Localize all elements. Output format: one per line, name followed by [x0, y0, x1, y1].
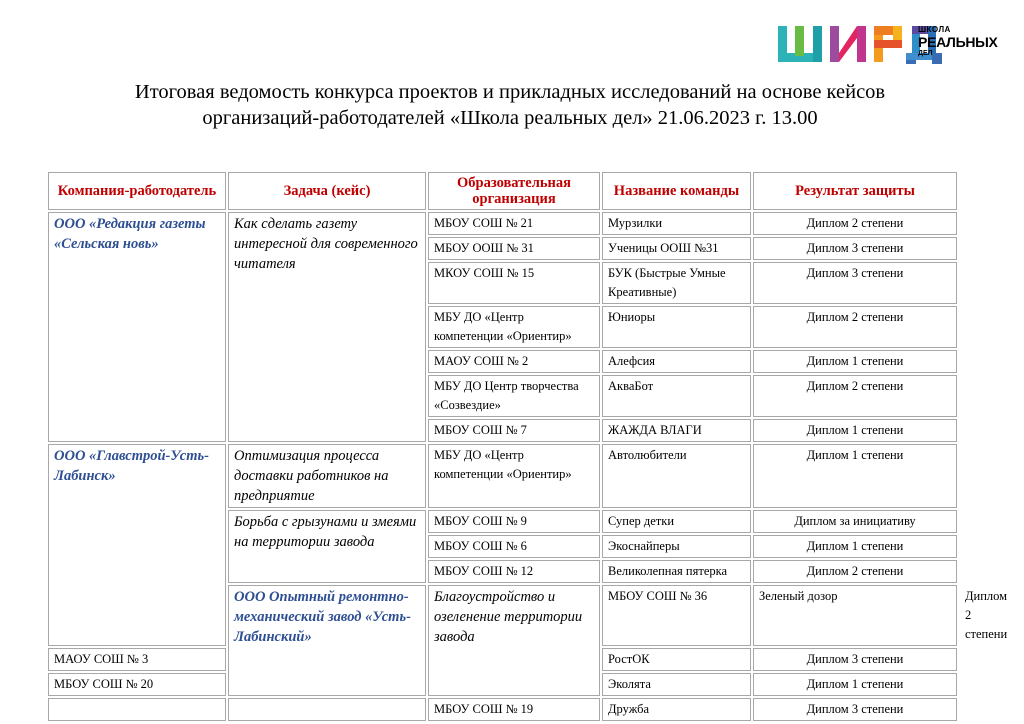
org-cell: МБОУ СОШ № 19 [428, 698, 600, 721]
task-cell: Оптимизация процесса доставки работников на предприятие [228, 444, 426, 508]
title-line-1: Итоговая ведомость конкурса проектов и прикладных исследований на основе кейсов [134, 81, 886, 103]
result-cell: Диплом 3 степени [753, 237, 957, 260]
task-cell: Борьба с грызунами и змеями на территории завода [228, 510, 426, 583]
team-cell: БУК (Быстрые Умные Креативные) [602, 262, 751, 304]
result-cell: Диплом 3 степени [753, 648, 957, 671]
logo-line-3: ДЕЛ [918, 50, 933, 57]
team-cell: Автолюбители [602, 444, 751, 508]
team-cell: АкваБот [602, 375, 751, 417]
empty-company-cell [48, 698, 226, 721]
logo-line-2: РЕАЛЬНЫХ [918, 34, 998, 50]
team-cell: Юниоры [602, 306, 751, 348]
org-cell: МБОУ СОШ № 36 [602, 585, 751, 646]
task-cell: Как сделать газету интересной для современного читателя [228, 212, 426, 442]
company-cell: ООО Опытный ремонтно-механический завод «Усть-Лабинский» [228, 585, 426, 696]
org-cell: МБУ ДО Центр творчества «Созвездие» [428, 375, 600, 417]
logo-wordmark [918, 26, 998, 57]
org-cell: МБОУ СОШ № 20 [48, 673, 226, 696]
org-cell: МКОУ СОШ № 15 [428, 262, 600, 304]
team-cell: ЖАЖДА ВЛАГИ [602, 419, 751, 442]
team-cell: Мурзилки [602, 212, 751, 235]
result-cell: Диплом 1 степени [753, 444, 957, 508]
result-cell: Диплом 2 степени [753, 212, 957, 235]
table-row [48, 698, 959, 721]
result-cell: Диплом 2 степени [753, 306, 957, 348]
table-row: ООО Опытный ремонтно-механический завод «Усть-Лабинский» Благоустройство и озеленение территории завода МБОУ СОШ № 36 Зеленый дозор Диплом 2 степени [48, 585, 959, 646]
result-cell: Диплом 1 степени [753, 419, 957, 442]
org-cell: МБУ ДО «Центр компетенции «Ориентир» [428, 444, 600, 508]
header-result: Результат защиты [753, 172, 957, 210]
logo-line-1: ШКОЛА [918, 25, 951, 34]
header-company: Компания-работодатель [48, 172, 226, 210]
org-cell: МБОУ СОШ № 7 [428, 419, 600, 442]
org-cell: МБОУ СОШ № 6 [428, 535, 600, 558]
header-team: Название команды [602, 172, 751, 210]
company-cell: ООО «Главстрой-Усть-Лабинск» [48, 444, 226, 646]
result-cell: Диплом 3 степени [753, 262, 957, 304]
team-cell: Супер детки [602, 510, 751, 533]
document-title [60, 79, 960, 131]
results-table [46, 170, 1008, 723]
title-line-2: организаций-работодателей «Школа реальных дел» 21.06.2023 г. 13.00 [202, 107, 818, 129]
team-cell: Великолепная пятерка [602, 560, 751, 583]
table-row [48, 212, 959, 235]
table-header-row [48, 172, 959, 210]
result-cell: Диплом 2 степени [753, 560, 957, 583]
team-cell: Ученицы ООШ №31 [602, 237, 751, 260]
team-cell: Эколята [602, 673, 751, 696]
table-row [48, 444, 959, 508]
team-cell: Зеленый дозор [753, 585, 957, 646]
header-task: Задача (кейс) [228, 172, 426, 210]
result-cell: Диплом 1 степени [753, 535, 957, 558]
company-cell: ООО «Редакция газеты «Сельская новь» [48, 212, 226, 442]
team-cell: Экоснайперы [602, 535, 751, 558]
result-cell: Диплом 2 степени [753, 375, 957, 417]
result-cell: Диплом 3 степени [753, 698, 957, 721]
org-cell: МБУ ДО «Центр компетенции «Ориентир» [428, 306, 600, 348]
header-org: Образовательная организация [428, 172, 600, 210]
org-cell: МАОУ СОШ № 2 [428, 350, 600, 373]
org-cell: МАОУ СОШ № 3 [48, 648, 226, 671]
empty-task-cell [228, 698, 426, 721]
org-cell: МБОУ СОШ № 9 [428, 510, 600, 533]
org-cell: МБОУ СОШ № 21 [428, 212, 600, 235]
org-cell: МБОУ СОШ № 12 [428, 560, 600, 583]
result-cell: Диплом 1 степени [753, 350, 957, 373]
team-cell: РостОК [602, 648, 751, 671]
task-cell: Благоустройство и озеленение территории завода [428, 585, 600, 696]
result-cell: Диплом 1 степени [753, 673, 957, 696]
result-cell: Диплом за инициативу [753, 510, 957, 533]
team-cell: Дружба [602, 698, 751, 721]
org-cell: МБОУ ООШ № 31 [428, 237, 600, 260]
team-cell: Алефсия [602, 350, 751, 373]
